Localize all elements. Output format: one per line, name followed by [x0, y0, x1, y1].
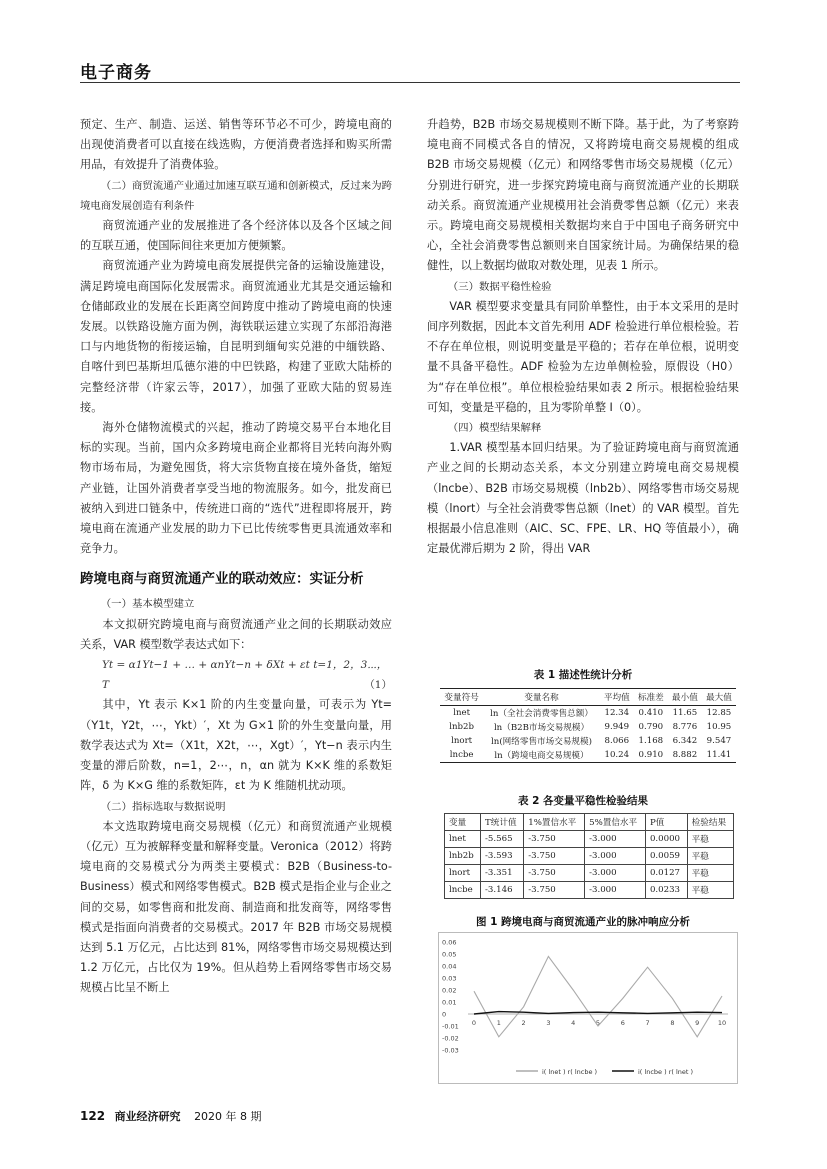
- table-cell: lnet: [445, 831, 481, 848]
- table-cell: -3.146: [481, 882, 524, 899]
- table-cell: 0.0059: [645, 848, 687, 865]
- legend-label: i( lnet ) r( lncbe ): [542, 1068, 598, 1076]
- table-cell: -3.750: [524, 831, 585, 848]
- x-tick-label: 10: [717, 1019, 727, 1027]
- table1-header: 变量符号: [440, 689, 483, 706]
- table-cell: -3.750: [524, 848, 585, 865]
- table2-header: P值: [645, 814, 687, 831]
- table-cell: 11.41: [702, 748, 736, 763]
- table-cell: 10.95: [706, 722, 732, 732]
- table2: [444, 813, 734, 899]
- table1-header: 变量名称: [483, 689, 600, 706]
- header-divider: [80, 82, 740, 83]
- table-cell: 0.790: [638, 722, 664, 732]
- table-cell: 0.910: [634, 748, 668, 763]
- table-row: [445, 882, 734, 899]
- legend-label: i( lncbe ) r( lnet ): [638, 1068, 694, 1076]
- paragraph: 商贸流通产业的发展推进了各个经济体以及各个区域之间的互联互通，使国际间往来更加方便频繁。: [80, 219, 392, 253]
- table-cell: 0.0127: [645, 865, 687, 882]
- subheading: （三）数据平稳性检验: [447, 280, 552, 293]
- subheading: （四）模型结果解释: [447, 422, 542, 435]
- table-cell: 0.0233: [645, 882, 687, 899]
- table1-header: 标准差: [634, 689, 668, 706]
- table-cell: 1.168: [638, 736, 664, 746]
- paragraph: 预定、生产、制造、运送、销售等环节必不可少，跨境电商的出现使消费者可以直接在线选购，方便消费者选择和购买所需用品，有效提升了消费体验。: [80, 118, 392, 172]
- paragraph: 1.VAR 模型基本回归结果。为了验证跨境电商与商贸流通产业之间的长期动态关系，本文分别建立跨境电商交易规模（lncbe）、B2B 市场交易规模（lnb2b）、网络零售市场交易规模（lnort）与全社会消费零售总额（lnet）的 VAR 模型。首先根据最小信息准则（AIC、SC、FPE、LR、HQ 等值最小），确定最优滞后期为 2 阶，得出 VAR: [427, 441, 739, 556]
- table-cell: -3.593: [481, 848, 524, 865]
- table-cell: lncbe: [440, 748, 483, 763]
- x-tick-label: 4: [571, 1019, 576, 1027]
- x-tick-label: 3: [546, 1019, 551, 1027]
- table-cell: 9.949: [604, 722, 630, 732]
- x-tick-label: 6: [620, 1019, 625, 1027]
- table-row: [440, 720, 736, 734]
- table-cell: 11.65: [672, 708, 698, 718]
- x-tick-label: 1: [496, 1019, 501, 1027]
- table2-header: T统计值: [481, 814, 524, 831]
- paragraph: 升趋势，B2B 市场交易规模则不断下降。基于此，为了考察跨境电商不同模式各自的情况，又将跨境电商交易规模的组成 B2B 市场交易规模（亿元）和网络零售市场交易规模（亿元）分别进行研究，进一步探究跨境电商与商贸流通产业的长期联动关系。商贸流通产业规模用社会消费零售总额（亿元）来表示。跨境电商交易规模相关数据均来自于中国电子商务研究中心，全社会消费零售总额则来自国家统计局。为确保结果的稳健性，以上数据均做取对数处理，见表 1 所示。: [427, 118, 739, 273]
- x-tick-label: 9: [695, 1019, 700, 1027]
- table-cell: 平稳: [687, 848, 733, 865]
- table-cell: lnb2b: [445, 848, 481, 865]
- table-cell: 9.547: [706, 736, 732, 746]
- figure1-title: 图 1 跨境电商与商贸流通产业的脉冲响应分析: [475, 916, 691, 928]
- impulse-response-chart: [438, 932, 738, 1084]
- table-row: [445, 831, 734, 848]
- table-cell: 8.882: [668, 748, 702, 763]
- table-cell: lncbe: [445, 882, 481, 899]
- table-cell: -3.000: [585, 882, 646, 899]
- y-tick-label: 0: [442, 1010, 447, 1019]
- table-cell: 12.85: [706, 708, 732, 718]
- table2-header: 检验结果: [687, 814, 733, 831]
- y-tick-label: 0.05: [442, 950, 457, 959]
- table-cell: ln(网络零售市场交易规模): [491, 737, 592, 747]
- table-cell: -3.000: [585, 865, 646, 882]
- table-cell: -3.000: [585, 848, 646, 865]
- table-cell: 0.0000: [645, 831, 687, 848]
- page-footer: [80, 1108, 262, 1124]
- paragraph: 海外仓储物流模式的兴起，推动了跨境交易平台本地化目标的实现。当前，国内众多跨境电商企业都将目光转向海外购物市场布局，为避免囤货，将大宗货物直接在境外备货，缩短产业链，让国外消费者享受当地的物流服务。如今，批发商已被纳入到进口链条中，传统进口商的“选代”进程即将展开，跨境电商在流通产业发展的助力下已比传统零售更具流通效率和竞争力。: [80, 421, 392, 556]
- x-tick-label: 7: [645, 1019, 650, 1027]
- x-tick-label: 0: [471, 1019, 477, 1027]
- left-column: [80, 115, 392, 999]
- subheading: （一）基本模型建立: [100, 598, 195, 611]
- table-cell: -3.750: [524, 865, 585, 882]
- table-cell: 平稳: [687, 882, 733, 899]
- table-cell: -3.750: [524, 882, 585, 899]
- paragraph: 商贸流通产业为跨境电商发展提供完备的运输设施建设，满足跨境电商国际化发展需求。商贸流通业尤其是交通运输和仓储邮政业的发展在长距离空间跨度中推动了跨境电商的快速发展。以铁路设施方面为例，海铁联运建立实现了东部沿海港口与内地货物的衔接运输，自昆明到缅甸实兑港的中缅铁路、自喀什到巴基斯坦瓜德尔港的中巴铁路，构建了亚欧大陆桥的完整经济带（许家云等，2017），加强了亚欧大陆的贸易连接。: [80, 259, 392, 414]
- y-tick-label: -0.03: [442, 1046, 459, 1055]
- paragraph: 本文选取跨境电商交易规模（亿元）和商贸流通产业规模（亿元）互为被解释变量和解释变量。Veronica（2012）将跨境电商的交易模式分为两类主要模式：B2B（Business-to-Business）模式和网络零售模式。B2B 模式是指企业与企业之间的交易，如零售商和批发商、制造商和批发商等，网络零售模式是指面向消费者的交易模式。2017 年 B2B 市场交易规模达到 5.1 万亿元，占比达到 81%，网络零售市场交易规模达到 1.2 万亿元，占比仅为 19%。但从趋势上看网络零售市场交易规模占比呈不断上: [80, 819, 392, 995]
- table-cell: 6.342: [672, 736, 698, 746]
- table1-title: 表 1 描述性统计分析: [533, 669, 633, 681]
- table-cell: 8.066: [604, 736, 630, 746]
- table-cell: lnet: [453, 708, 471, 718]
- page-number: 122: [80, 1109, 106, 1123]
- table-cell: ln（跨境电商交易规模）: [483, 748, 600, 763]
- table-cell: 12.34: [604, 708, 630, 718]
- table-cell: lnb2b: [449, 722, 474, 732]
- table-cell: lnort: [445, 865, 481, 882]
- paragraph: 本文拟研究跨境电商与商贸流通产业之间的长期联动效应关系，VAR 模型数学表达式如下：: [80, 617, 392, 651]
- y-tick-label: -0.02: [442, 1034, 459, 1043]
- section-title: 电子商务: [80, 63, 152, 83]
- y-tick-label: 0.06: [442, 938, 457, 947]
- table-row: [440, 734, 736, 748]
- table-cell: -5.565: [481, 831, 524, 848]
- subheading: （二）指标选取与数据说明: [100, 800, 226, 813]
- table-cell: lnort: [451, 736, 473, 746]
- section-heading: 跨境电商与商贸流通产业的联动效应：实证分析: [80, 571, 364, 588]
- table-cell: 8.776: [672, 722, 698, 732]
- table-cell: -3.351: [481, 865, 524, 882]
- table2-title: 表 2 各变量平稳性检验结果: [517, 795, 649, 807]
- table1-header: 最小值: [668, 689, 702, 706]
- y-tick-label: 0.01: [442, 998, 457, 1007]
- journal-name: 商业经济研究: [114, 1110, 181, 1123]
- table-cell: 0.410: [638, 708, 664, 718]
- issue-label: 2020 年 8 期: [194, 1110, 262, 1123]
- table-row: [445, 865, 734, 882]
- right-column: [427, 115, 739, 559]
- table-row: [445, 848, 734, 865]
- y-tick-label: 0.02: [442, 986, 457, 995]
- table2-header: 1%置信水平: [524, 814, 585, 831]
- table1-header: 平均值: [600, 689, 634, 706]
- table1: [440, 688, 736, 763]
- y-tick-label: 0.04: [442, 962, 457, 971]
- table-row: [440, 748, 736, 763]
- x-tick-label: 8: [670, 1019, 675, 1027]
- table-cell: ln（全社会消费零售总额）: [490, 709, 593, 719]
- formula-expression: Yt = α1Yt−1 + … + αnYt−n + δXt + εt t=1，2，3⋯，T: [102, 659, 388, 692]
- formula-number: （1）: [364, 679, 392, 692]
- y-tick-label: -0.01: [442, 1022, 459, 1031]
- table-cell: 10.24: [600, 748, 634, 763]
- table1-header: 最大值: [702, 689, 736, 706]
- x-tick-label: 2: [521, 1019, 526, 1027]
- table-cell: 平稳: [687, 831, 733, 848]
- var-formula: [80, 655, 392, 695]
- table-cell: 平稳: [687, 865, 733, 882]
- paragraph: VAR 模型要求变量具有同阶单整性，由于本文采用的是时间序列数据，因此本文首先利用 ADF 检验进行单位根检验。若不存在单位根，则说明变量是平稳的；若存在单位根，说明变量不具备平稳性。ADF 检验为左边单侧检验，原假设（H0）为“存在单位根”。单位根检验结果如表 2 所示。根据检验结果可知，变量是平稳的，且为零阶单整 I（0）。: [427, 299, 739, 414]
- table2-header: 变量: [445, 814, 481, 831]
- paragraph: 其中，Yt 表示 K×1 阶的内生变量向量，可表示为 Yt=（Y1t，Y2t，⋯，Ykt）′，Xt 为 G×1 阶的外生变量向量，用数学表达式为 Xt=（X1t，X2t，⋯，Xgt）′，Yt−n 表示内生变量的滞后阶数，n=1，2⋯，n，αn 就为 K×K 维的系数矩阵，δ 为 K×G 维的系数矩阵，εt 为 K 维随机扰动项。: [80, 698, 392, 793]
- table-cell: -3.000: [585, 831, 646, 848]
- table-cell: ln（B2B市场交易规模）: [493, 723, 590, 733]
- table2-header: 5%置信水平: [585, 814, 646, 831]
- x-tick-label: 5: [595, 1019, 601, 1027]
- table-row: [440, 706, 736, 721]
- y-tick-label: 0.03: [442, 974, 457, 983]
- subheading: （二）商贸流通产业通过加速互联互通和创新模式，反过来为跨境电商发展创造有利条件: [80, 179, 392, 212]
